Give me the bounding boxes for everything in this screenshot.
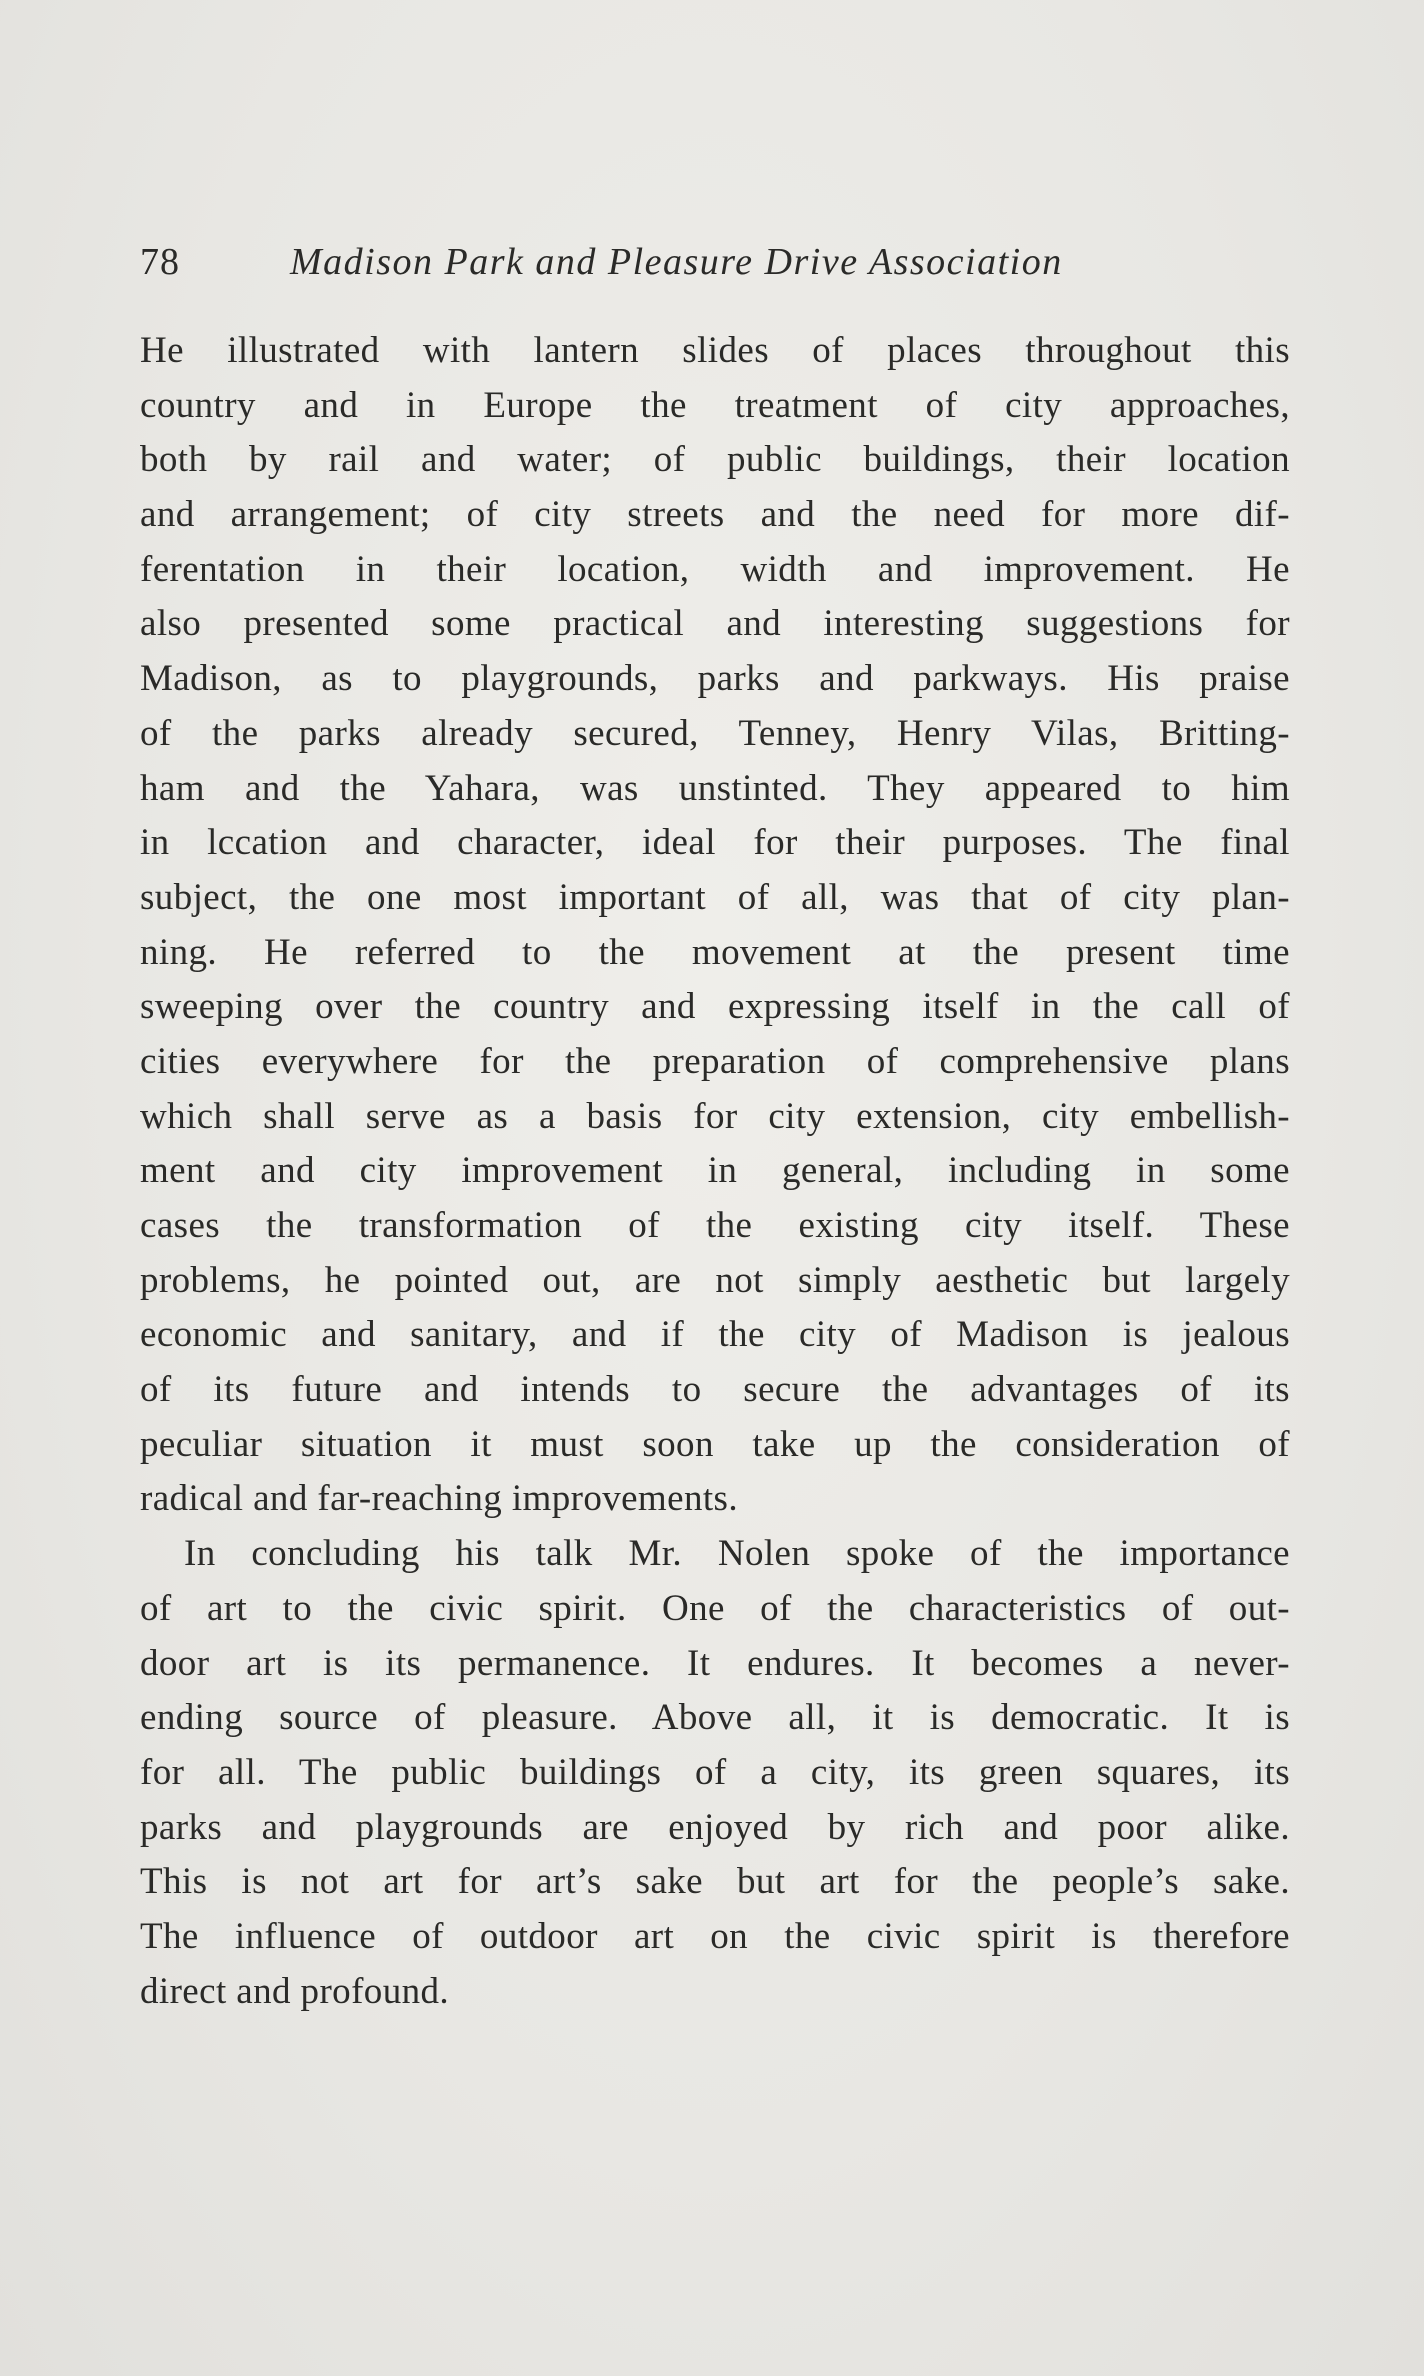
text-line: and arrangement; of city streets and the need for more dif- [140,494,1290,536]
text-line: of its future and intends to secure the advantages of its [140,1369,1290,1411]
page-number: 78 [140,241,180,283]
text-line: sweeping over the country and expressing itself in the call of [140,986,1290,1028]
text-line: ending source of pleasure. Above all, it is democratic. It is [140,1697,1290,1739]
text-line: subject, the one most important of all, was that of city plan- [140,876,1290,918]
text-line: for all. The public buildings of a city, its green squares, its [140,1751,1290,1793]
text-line: which shall serve as a basis for city extension, city embellish- [140,1095,1290,1137]
paragraph-2 [140,1527,1290,2019]
text-line: problems, he pointed out, are not simply aesthetic but largely [140,1259,1290,1301]
text-line: The influence of outdoor art on the civic spirit is therefore [140,1915,1290,1957]
text-line: of the parks already secured, Tenney, Henry Vilas, Britting- [140,712,1290,754]
text-line: ment and city improvement in general, including in some [140,1150,1290,1192]
running-head [140,232,1290,292]
text-line: both by rail and water; of public buildings, their location [140,439,1290,481]
text-line: He illustrated with lantern slides of places throughout this [140,330,1290,371]
text-line: ning. He referred to the movement at the present time [140,931,1290,973]
text-line: cases the transformation of the existing city itself. These [140,1205,1290,1246]
text-line: peculiar situation it must soon take up the consideration of [140,1423,1290,1465]
text-line: ferentation in their location, width and improvement. He [140,548,1290,590]
text-line: in lccation and character, ideal for their purposes. The final [140,822,1290,864]
text-line: In concluding his talk Mr. Nolen spoke of the importance [184,1533,1290,1575]
paragraph-1 [140,324,1290,1527]
text-line: ham and the Yahara, was unstinted. They appeared to him [140,767,1290,809]
text-line: country and in Europe the treatment of city approaches, [140,384,1290,426]
text-line: Madison, as to playgrounds, parks and parkways. His praise [140,658,1290,700]
text-line: radical and far-reaching improvements. [140,1478,738,1520]
text-line: door art is its permanence. It endures. It becomes a never- [140,1642,1290,1684]
text-line: parks and playgrounds are enjoyed by rich and poor alike. [140,1806,1290,1848]
running-title: Madison Park and Pleasure Drive Association [290,241,1063,283]
text-line: economic and sanitary, and if the city of Madison is jealous [140,1314,1290,1356]
body-text [140,324,1290,2019]
text-line: cities everywhere for the preparation of comprehensive plans [140,1040,1290,1082]
text-line: of art to the civic spirit. One of the characteristics of out- [140,1587,1290,1629]
text-line: This is not art for art’s sake but art for the people’s sake. [140,1861,1290,1903]
text-line: direct and profound. [140,1970,450,2012]
text-line: also presented some practical and interesting suggestions for [140,603,1290,645]
